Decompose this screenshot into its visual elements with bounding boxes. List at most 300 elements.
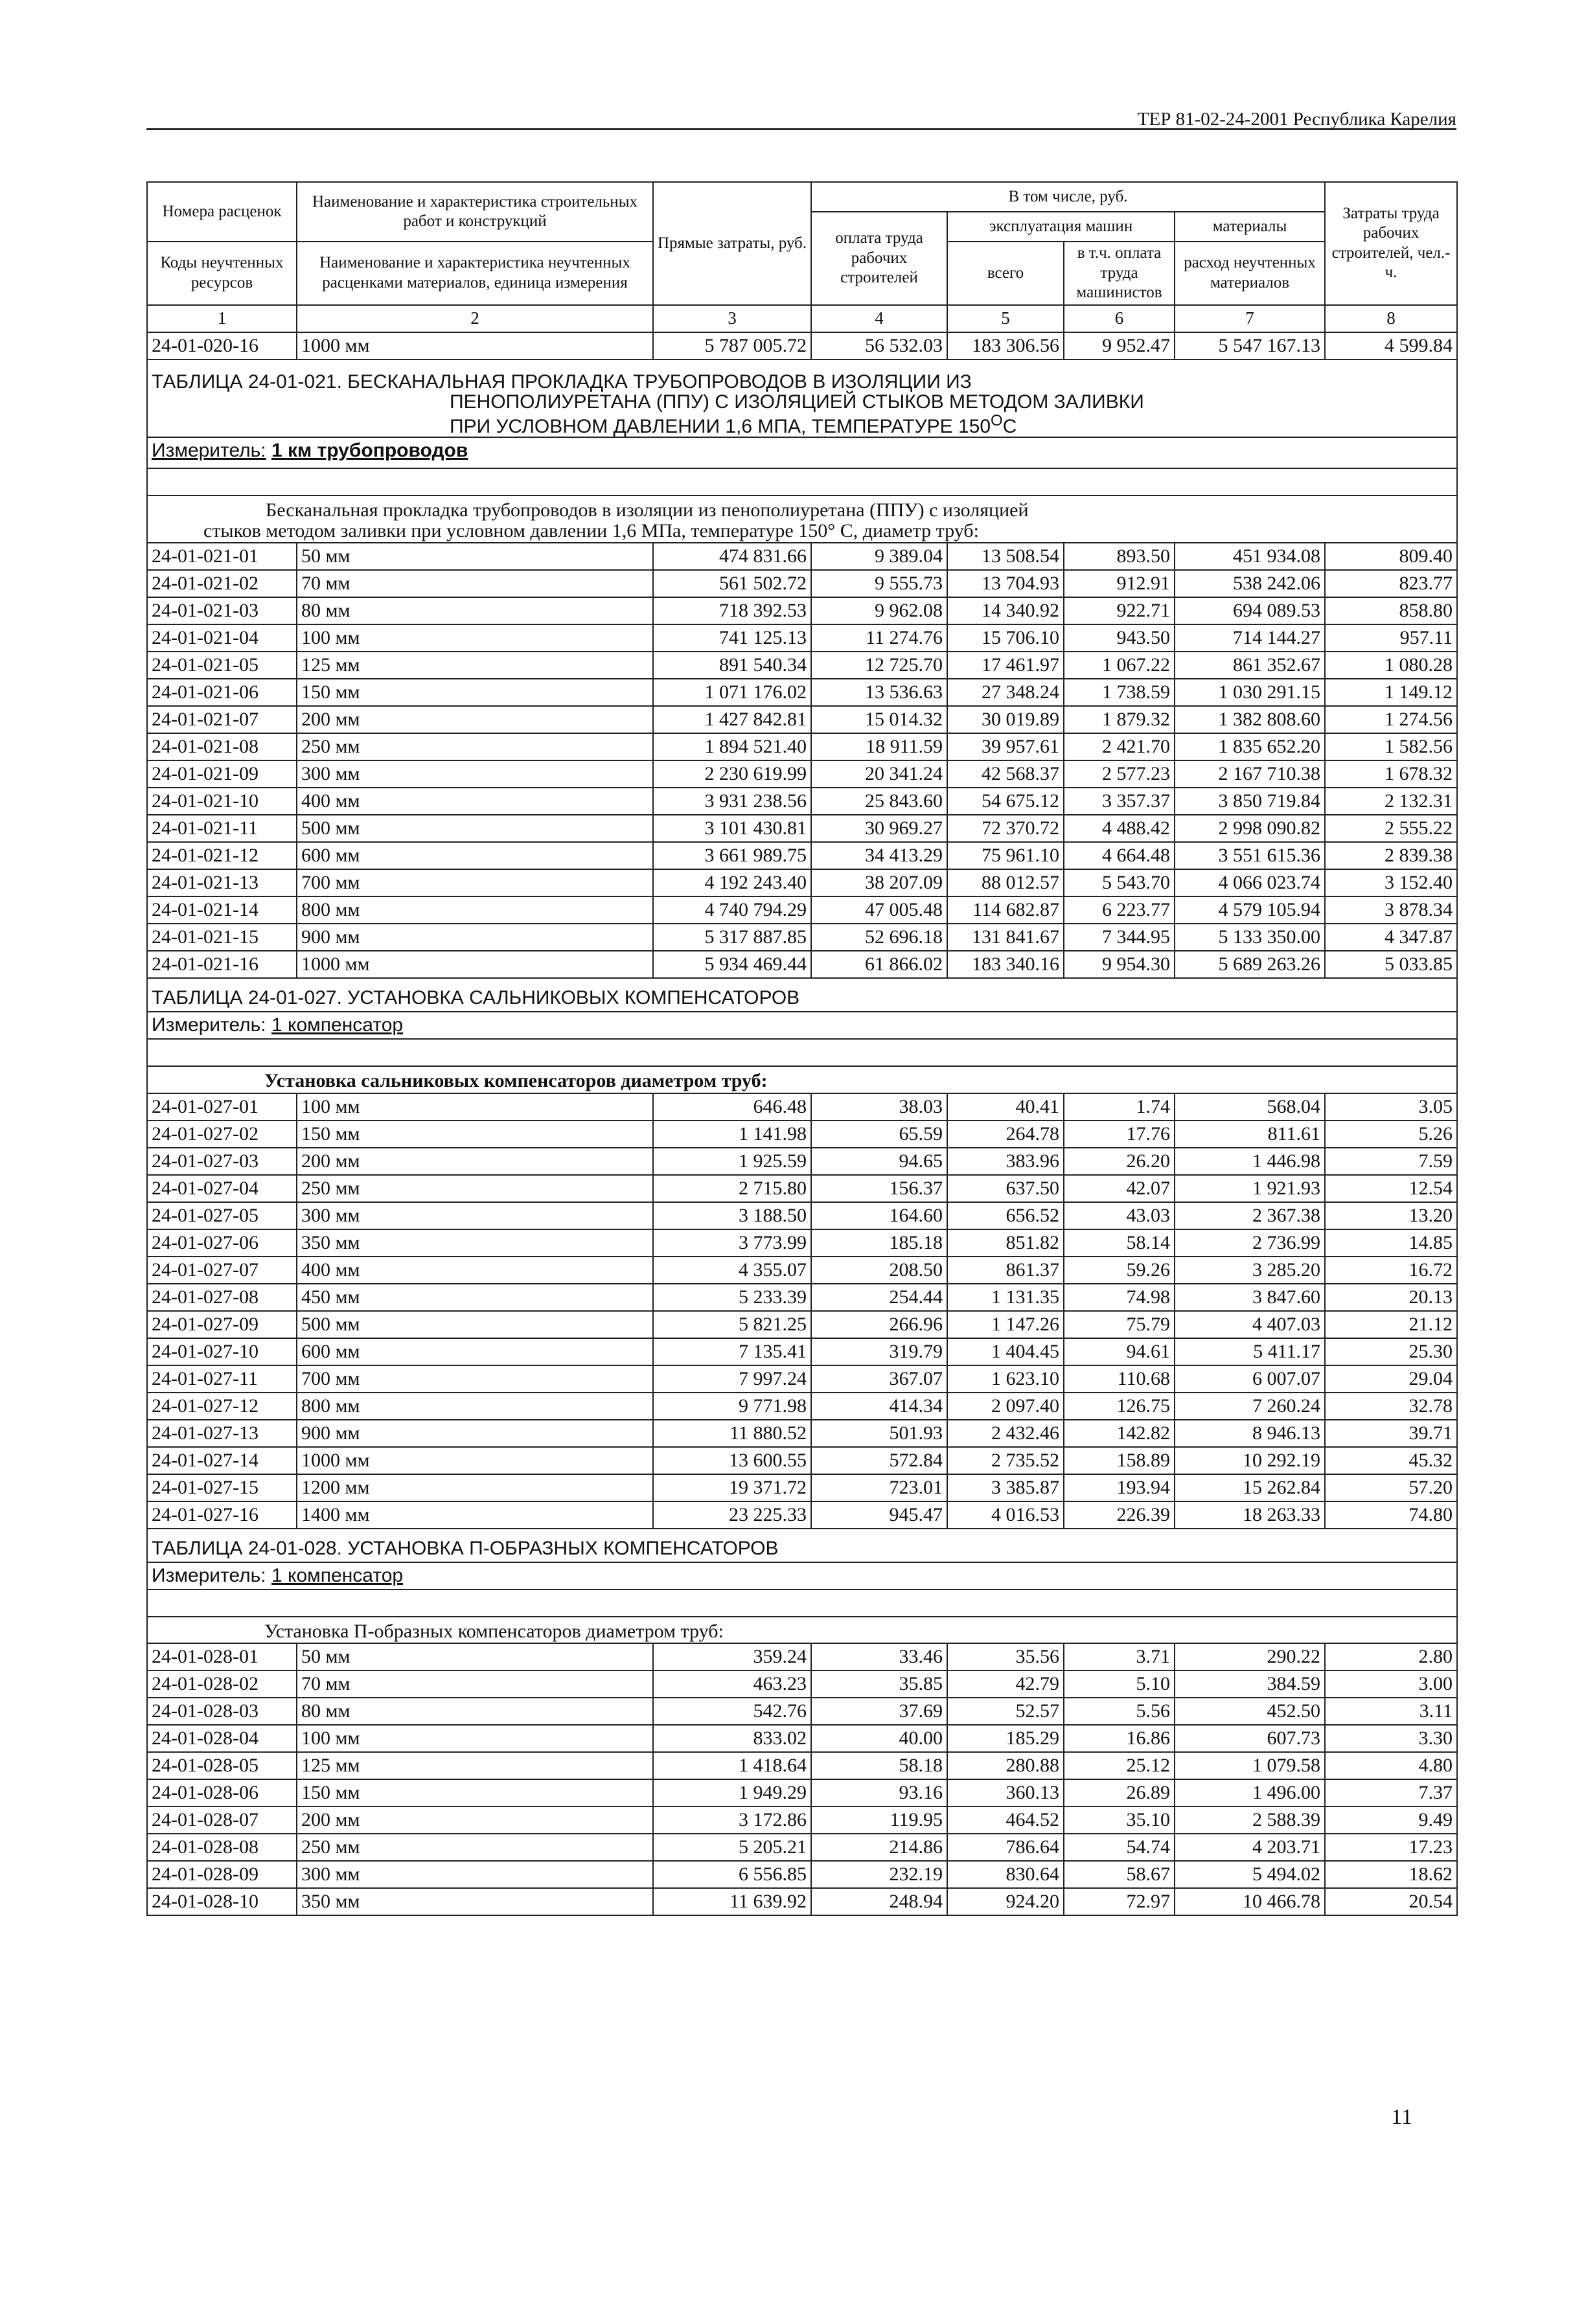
direct-costs: 3 172.86 (653, 1806, 811, 1834)
table-row (147, 1311, 1457, 1338)
worker-pay: 723.01 (811, 1474, 947, 1501)
machines-total: 35.56 (947, 1643, 1064, 1670)
table-row (147, 1474, 1457, 1501)
table-row (147, 896, 1457, 924)
operator-pay: 25.12 (1064, 1752, 1175, 1779)
colnum: 4 (811, 305, 947, 332)
hdr-resource-codes: Коды неучтенных ресурсов (147, 242, 297, 305)
direct-costs: 1 071 176.02 (653, 679, 811, 706)
labor-hours: 3.05 (1325, 1093, 1457, 1121)
machines-total: 464.52 (947, 1806, 1064, 1834)
table-title: ТАБЛИЦА 24-01-027. УСТАНОВКА САЛЬНИКОВЫХ КОМПЕНСАТОРОВ (147, 978, 1457, 1012)
direct-costs: 6 556.85 (653, 1861, 811, 1888)
rate-name: 1000 мм (297, 332, 653, 359)
labor-hours: 29.04 (1325, 1365, 1457, 1393)
table-021-title (147, 359, 1457, 438)
labor-hours: 3.30 (1325, 1725, 1457, 1752)
hdr-operator-pay: в т.ч. оплата труда машинистов (1064, 242, 1175, 305)
direct-costs: 4 192 243.40 (653, 869, 811, 896)
operator-pay: 226.39 (1064, 1501, 1175, 1529)
labor-hours: 3.00 (1325, 1670, 1457, 1698)
machines-total: 2 735.52 (947, 1447, 1064, 1474)
operator-pay: 26.89 (1064, 1779, 1175, 1806)
operator-pay: 58.14 (1064, 1229, 1175, 1257)
worker-pay: 58.18 (811, 1752, 947, 1779)
subtitle: Установка П-образных компенсаторов диаметром труб: (264, 1620, 724, 1642)
operator-pay: 3.71 (1064, 1643, 1175, 1670)
measure-label: Измеритель: (152, 440, 266, 462)
measure-row (147, 1012, 1457, 1039)
operator-pay: 893.50 (1064, 543, 1175, 570)
operator-pay: 9 954.30 (1064, 951, 1175, 978)
direct-costs: 1 427 842.81 (653, 706, 811, 733)
rate-name: 100 мм (297, 1093, 653, 1121)
rate-code: 24-01-027-07 (147, 1257, 297, 1284)
operator-pay: 5 543.70 (1064, 869, 1175, 896)
table-row (147, 1834, 1457, 1861)
table-row (147, 1393, 1457, 1420)
labor-hours: 2.80 (1325, 1643, 1457, 1670)
direct-costs: 3 661 989.75 (653, 842, 811, 869)
rate-code: 24-01-027-11 (147, 1365, 297, 1393)
material-use: 3 285.20 (1175, 1257, 1325, 1284)
worker-pay: 25 843.60 (811, 788, 947, 815)
worker-pay: 9 962.08 (811, 597, 947, 624)
operator-pay: 5.10 (1064, 1670, 1175, 1698)
direct-costs: 5 205.21 (653, 1834, 811, 1861)
direct-costs: 1 141.98 (653, 1121, 811, 1148)
rate-name: 150 мм (297, 1779, 653, 1806)
worker-pay: 164.60 (811, 1202, 947, 1229)
machines-total: 88 012.57 (947, 869, 1064, 896)
table-row (147, 332, 1457, 359)
operator-pay: 58.67 (1064, 1861, 1175, 1888)
direct-costs: 741 125.13 (653, 624, 811, 652)
rate-name: 300 мм (297, 1202, 653, 1229)
material-use: 5 689 263.26 (1175, 951, 1325, 978)
direct-costs: 7 997.24 (653, 1365, 811, 1393)
table-row (147, 597, 1457, 624)
operator-pay: 4 488.42 (1064, 815, 1175, 842)
machines-total: 42 568.37 (947, 760, 1064, 788)
rate-code: 24-01-021-04 (147, 624, 297, 652)
rate-name: 1400 мм (297, 1501, 653, 1529)
worker-pay: 156.37 (811, 1175, 947, 1202)
table-row (147, 1888, 1457, 1915)
direct-costs: 3 931 238.56 (653, 788, 811, 815)
machines-total: 131 841.67 (947, 924, 1064, 951)
spacer (147, 468, 1457, 496)
table-028-title (147, 1529, 1457, 1562)
hdr-material-names: Наименование и характеристика неучтенных расценками материалов, единица измерения (297, 242, 653, 305)
hdr-names: Наименование и характеристика строительных работ и конструкций (297, 182, 653, 242)
machines-total: 861.37 (947, 1257, 1064, 1284)
labor-hours: 1 080.28 (1325, 652, 1457, 679)
material-use: 4 407.03 (1175, 1311, 1325, 1338)
operator-pay: 4 664.48 (1064, 842, 1175, 869)
material-use: 2 367.38 (1175, 1202, 1325, 1229)
operator-pay: 17.76 (1064, 1121, 1175, 1148)
machines-total: 280.88 (947, 1752, 1064, 1779)
labor-hours: 57.20 (1325, 1474, 1457, 1501)
labor-hours: 3 878.34 (1325, 896, 1457, 924)
rate-name: 500 мм (297, 815, 653, 842)
rate-name: 1200 мм (297, 1474, 653, 1501)
table-row (147, 1284, 1457, 1311)
labor-hours: 3.11 (1325, 1698, 1457, 1725)
rate-name: 500 мм (297, 1311, 653, 1338)
operator-pay: 943.50 (1064, 624, 1175, 652)
rate-code: 24-01-027-13 (147, 1420, 297, 1447)
operator-pay: 35.10 (1064, 1806, 1175, 1834)
direct-costs: 5 787 005.72 (653, 332, 811, 359)
table-row (147, 1229, 1457, 1257)
table-row (147, 543, 1457, 570)
labor-hours: 18.62 (1325, 1861, 1457, 1888)
rate-name: 150 мм (297, 679, 653, 706)
worker-pay: 414.34 (811, 1393, 947, 1420)
subtitle-line1: Бесканальная прокладка трубопроводов в изоляции из пенополиуретана (ППУ) с изоляцией (266, 499, 1029, 521)
rate-name: 50 мм (297, 543, 653, 570)
worker-pay: 38 207.09 (811, 869, 947, 896)
rate-code: 24-01-021-13 (147, 869, 297, 896)
header-rule (146, 128, 1456, 130)
rate-name: 350 мм (297, 1229, 653, 1257)
machines-total: 1 131.35 (947, 1284, 1064, 1311)
rate-code: 24-01-028-09 (147, 1861, 297, 1888)
operator-pay: 1 067.22 (1064, 652, 1175, 679)
direct-costs: 5 233.39 (653, 1284, 811, 1311)
operator-pay: 922.71 (1064, 597, 1175, 624)
machines-total: 830.64 (947, 1861, 1064, 1888)
worker-pay: 56 532.03 (811, 332, 947, 359)
hdr-worker-pay: оплата труда рабочих строителей (811, 212, 947, 305)
table-row (147, 1725, 1457, 1752)
direct-costs: 1 418.64 (653, 1752, 811, 1779)
operator-pay: 43.03 (1064, 1202, 1175, 1229)
worker-pay: 572.84 (811, 1447, 947, 1474)
direct-costs: 1 894 521.40 (653, 733, 811, 760)
rate-code: 24-01-021-12 (147, 842, 297, 869)
operator-pay: 74.98 (1064, 1284, 1175, 1311)
direct-costs: 13 600.55 (653, 1447, 811, 1474)
rate-name: 600 мм (297, 1338, 653, 1365)
material-use: 5 133 350.00 (1175, 924, 1325, 951)
worker-pay: 15 014.32 (811, 706, 947, 733)
worker-pay: 47 005.48 (811, 896, 947, 924)
subtitle-row (147, 1617, 1457, 1644)
operator-pay: 1 738.59 (1064, 679, 1175, 706)
direct-costs: 542.76 (653, 1698, 811, 1725)
machines-total: 637.50 (947, 1175, 1064, 1202)
worker-pay: 254.44 (811, 1284, 947, 1311)
labor-hours: 5 033.85 (1325, 951, 1457, 978)
machines-total: 13 508.54 (947, 543, 1064, 570)
direct-costs: 19 371.72 (653, 1474, 811, 1501)
column-numbers-row (147, 305, 1457, 332)
rate-code: 24-01-021-14 (147, 896, 297, 924)
rate-code: 24-01-027-03 (147, 1148, 297, 1175)
material-use: 607.73 (1175, 1725, 1325, 1752)
page-number: 11 (1391, 2105, 1412, 2129)
operator-pay: 54.74 (1064, 1834, 1175, 1861)
rate-name: 300 мм (297, 760, 653, 788)
operator-pay: 126.75 (1064, 1393, 1175, 1420)
machines-total: 13 704.93 (947, 570, 1064, 597)
rate-name: 900 мм (297, 924, 653, 951)
rate-code: 24-01-027-05 (147, 1202, 297, 1229)
hdr-material-use: расход неучтенных материалов (1175, 242, 1325, 305)
rate-code: 24-01-027-08 (147, 1284, 297, 1311)
labor-hours: 13.20 (1325, 1202, 1457, 1229)
machines-total: 1 623.10 (947, 1365, 1064, 1393)
hdr-machines: эксплуатация машин (947, 212, 1175, 242)
machines-total: 2 432.46 (947, 1420, 1064, 1447)
direct-costs: 1 949.29 (653, 1779, 811, 1806)
labor-hours: 2 555.22 (1325, 815, 1457, 842)
machines-total: 75 961.10 (947, 842, 1064, 869)
rate-name: 200 мм (297, 1148, 653, 1175)
table-row (147, 1779, 1457, 1806)
hdr-machines-total: всего (947, 242, 1064, 305)
machines-total: 786.64 (947, 1834, 1064, 1861)
rate-code: 24-01-021-02 (147, 570, 297, 597)
operator-pay: 26.20 (1064, 1148, 1175, 1175)
labor-hours: 3 152.40 (1325, 869, 1457, 896)
labor-hours: 16.72 (1325, 1257, 1457, 1284)
rate-code: 24-01-027-12 (147, 1393, 297, 1420)
rate-code: 24-01-028-03 (147, 1698, 297, 1725)
table-row (147, 1257, 1457, 1284)
operator-pay: 142.82 (1064, 1420, 1175, 1447)
table-row (147, 1670, 1457, 1698)
material-use: 2 167 710.38 (1175, 760, 1325, 788)
spacer-cell (147, 1589, 1457, 1617)
direct-costs: 5 934 469.44 (653, 951, 811, 978)
colnum: 7 (1175, 305, 1325, 332)
worker-pay: 232.19 (811, 1861, 947, 1888)
table-row (147, 760, 1457, 788)
material-use: 3 847.60 (1175, 1284, 1325, 1311)
machines-total: 183 306.56 (947, 332, 1064, 359)
table-row (147, 869, 1457, 896)
direct-costs: 5 821.25 (653, 1311, 811, 1338)
machines-total: 1 404.45 (947, 1338, 1064, 1365)
material-use: 811.61 (1175, 1121, 1325, 1148)
hdr-labor-hours: Затраты труда рабочих строителей, чел.-ч. (1325, 182, 1457, 305)
rate-code: 24-01-020-16 (147, 332, 297, 359)
labor-hours: 45.32 (1325, 1447, 1457, 1474)
table-title: ТАБЛИЦА 24-01-028. УСТАНОВКА П-ОБРАЗНЫХ КОМПЕНСАТОРОВ (147, 1529, 1457, 1562)
rate-name: 80 мм (297, 597, 653, 624)
worker-pay: 52 696.18 (811, 924, 947, 951)
direct-costs: 718 392.53 (653, 597, 811, 624)
direct-costs: 11 880.52 (653, 1420, 811, 1447)
rate-code: 24-01-028-10 (147, 1888, 297, 1915)
machines-total: 264.78 (947, 1121, 1064, 1148)
operator-pay: 75.79 (1064, 1311, 1175, 1338)
labor-hours: 4.80 (1325, 1752, 1457, 1779)
table-row (147, 1501, 1457, 1529)
measure-label: Измеритель: (152, 1564, 266, 1586)
operator-pay: 2 421.70 (1064, 733, 1175, 760)
machines-total: 185.29 (947, 1725, 1064, 1752)
table-row (147, 624, 1457, 652)
worker-pay: 248.94 (811, 1888, 947, 1915)
table-028-body (147, 1643, 1457, 1915)
operator-pay: 94.61 (1064, 1338, 1175, 1365)
hdr-materials: материалы (1175, 212, 1325, 242)
worker-pay: 367.07 (811, 1365, 947, 1393)
rate-name: 400 мм (297, 1257, 653, 1284)
table-row (147, 706, 1457, 733)
direct-costs: 4 740 794.29 (653, 896, 811, 924)
machines-total: 42.79 (947, 1670, 1064, 1698)
rate-name: 1000 мм (297, 1447, 653, 1474)
rate-code: 24-01-028-05 (147, 1752, 297, 1779)
machines-total: 54 675.12 (947, 788, 1064, 815)
colnum: 5 (947, 305, 1064, 332)
worker-pay: 33.46 (811, 1643, 947, 1670)
rate-code: 24-01-021-05 (147, 652, 297, 679)
measure-label: Измеритель: (152, 1014, 266, 1036)
direct-costs: 5 317 887.85 (653, 924, 811, 951)
labor-hours: 74.80 (1325, 1501, 1457, 1529)
machines-total: 1 147.26 (947, 1311, 1064, 1338)
direct-costs: 1 925.59 (653, 1148, 811, 1175)
material-use: 7 260.24 (1175, 1393, 1325, 1420)
table-row (147, 1202, 1457, 1229)
labor-hours: 7.59 (1325, 1148, 1457, 1175)
rate-code: 24-01-021-10 (147, 788, 297, 815)
rate-code: 24-01-021-09 (147, 760, 297, 788)
worker-pay: 266.96 (811, 1311, 947, 1338)
table-row (147, 1148, 1457, 1175)
rate-code: 24-01-021-15 (147, 924, 297, 951)
operator-pay: 2 577.23 (1064, 760, 1175, 788)
table-row (147, 842, 1457, 869)
machines-total: 40.41 (947, 1093, 1064, 1121)
operator-pay: 59.26 (1064, 1257, 1175, 1284)
worker-pay: 38.03 (811, 1093, 947, 1121)
labor-hours: 20.13 (1325, 1284, 1457, 1311)
labor-hours: 957.11 (1325, 624, 1457, 652)
worker-pay: 319.79 (811, 1338, 947, 1365)
machines-total: 851.82 (947, 1229, 1064, 1257)
measure-row (147, 437, 1457, 468)
worker-pay: 11 274.76 (811, 624, 947, 652)
rate-name: 250 мм (297, 733, 653, 760)
rate-code: 24-01-027-04 (147, 1175, 297, 1202)
direct-costs: 2 230 619.99 (653, 760, 811, 788)
table-row (147, 1175, 1457, 1202)
measure-unit: 1 компенсатор (271, 1014, 404, 1036)
rate-code: 24-01-021-11 (147, 815, 297, 842)
labor-hours: 17.23 (1325, 1834, 1457, 1861)
labor-hours: 20.54 (1325, 1888, 1457, 1915)
material-use: 5 494.02 (1175, 1861, 1325, 1888)
rate-name: 50 мм (297, 1643, 653, 1670)
rate-code: 24-01-027-01 (147, 1093, 297, 1121)
table-title-unit: С (1002, 415, 1017, 437)
direct-costs: 23 225.33 (653, 1501, 811, 1529)
labor-hours: 12.54 (1325, 1175, 1457, 1202)
table-row (147, 733, 1457, 760)
rate-name: 900 мм (297, 1420, 653, 1447)
rate-name: 80 мм (297, 1698, 653, 1725)
rate-name: 200 мм (297, 706, 653, 733)
rate-code: 24-01-027-06 (147, 1229, 297, 1257)
machines-total: 383.96 (947, 1148, 1064, 1175)
worker-pay: 93.16 (811, 1779, 947, 1806)
worker-pay: 18 911.59 (811, 733, 947, 760)
machines-total: 15 706.10 (947, 624, 1064, 652)
hdr-direct-costs: Прямые затраты, руб. (653, 182, 811, 305)
worker-pay: 945.47 (811, 1501, 947, 1529)
direct-costs: 646.48 (653, 1093, 811, 1121)
labor-hours: 4 347.87 (1325, 924, 1457, 951)
worker-pay: 119.95 (811, 1806, 947, 1834)
rate-code: 24-01-028-02 (147, 1670, 297, 1698)
direct-costs: 891 540.34 (653, 652, 811, 679)
table-row (147, 652, 1457, 679)
direct-costs: 4 355.07 (653, 1257, 811, 1284)
material-use: 1 030 291.15 (1175, 679, 1325, 706)
operator-pay: 42.07 (1064, 1175, 1175, 1202)
direct-costs: 359.24 (653, 1643, 811, 1670)
table-row (147, 1338, 1457, 1365)
rate-name: 70 мм (297, 1670, 653, 1698)
rates-table (146, 181, 1458, 1916)
worker-pay: 13 536.63 (811, 679, 947, 706)
spacer-cell (147, 468, 1457, 496)
rate-code: 24-01-027-16 (147, 1501, 297, 1529)
material-use: 1 382 808.60 (1175, 706, 1325, 733)
rate-name: 700 мм (297, 869, 653, 896)
measure-unit: 1 км трубопроводов (271, 440, 468, 462)
material-use: 15 262.84 (1175, 1474, 1325, 1501)
machines-total: 656.52 (947, 1202, 1064, 1229)
rate-name: 200 мм (297, 1806, 653, 1834)
rate-name: 70 мм (297, 570, 653, 597)
degree-mark: О (991, 411, 1003, 429)
material-use: 1 835 652.20 (1175, 733, 1325, 760)
running-title: ТЕР 81-02-24-2001 Республика Карелия (1137, 109, 1456, 130)
direct-costs: 9 771.98 (653, 1393, 811, 1420)
rate-code: 24-01-028-06 (147, 1779, 297, 1806)
labor-hours: 25.30 (1325, 1338, 1457, 1365)
material-use: 5 411.17 (1175, 1338, 1325, 1365)
labor-hours: 1 582.56 (1325, 733, 1457, 760)
material-use: 4 066 023.74 (1175, 869, 1325, 896)
operator-pay: 912.91 (1064, 570, 1175, 597)
material-use: 10 292.19 (1175, 1447, 1325, 1474)
material-use: 1 079.58 (1175, 1752, 1325, 1779)
subtitle-line2: стыков методом заливки при условном давлении 1,6 МПа, температуре 150° С, диаметр труб: (203, 519, 979, 541)
rate-name: 400 мм (297, 788, 653, 815)
material-use: 1 446.98 (1175, 1148, 1325, 1175)
direct-costs: 11 639.92 (653, 1888, 811, 1915)
rate-name: 600 мм (297, 842, 653, 869)
material-use: 452.50 (1175, 1698, 1325, 1725)
colnum: 8 (1325, 305, 1457, 332)
rate-name: 250 мм (297, 1834, 653, 1861)
labor-hours: 858.80 (1325, 597, 1457, 624)
table-title-line3: ПРИ УСЛОВНОМ ДАВЛЕНИИ 1,6 МПА, ТЕМПЕРАТУРЕ 150 (450, 415, 991, 437)
table-row (147, 1698, 1457, 1725)
operator-pay: 1.74 (1064, 1093, 1175, 1121)
labor-hours: 809.40 (1325, 543, 1457, 570)
